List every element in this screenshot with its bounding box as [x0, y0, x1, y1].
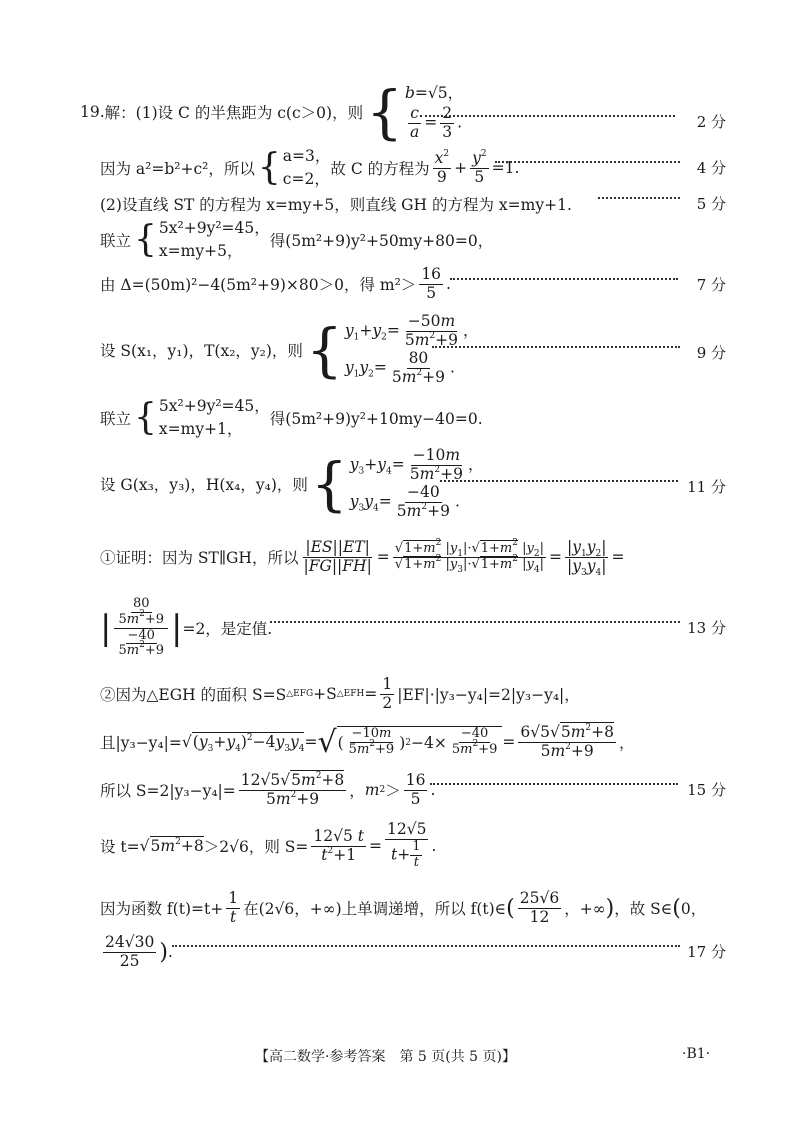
system-1-row: $\frac{c}{a}$ = $\frac{2}{3}$ .	[409, 104, 463, 142]
text-8a: 设 G(x₃，y₃)，H(x₄，y₄)，则	[100, 476, 308, 494]
text-13a: 所以 S=2|y₃−y₄|=	[100, 782, 236, 800]
brace: {	[134, 219, 157, 260]
system-1	[405, 82, 463, 142]
system-6	[345, 313, 479, 386]
score-6: 11 分	[687, 478, 726, 496]
fraction: $\frac{16}{5}$	[421, 264, 442, 302]
text-10: =2，是定值.	[182, 620, 273, 638]
system-8	[350, 447, 484, 520]
system-2	[283, 145, 331, 192]
fraction: $\frac{24√30}{25}$	[105, 932, 155, 970]
line-1	[80, 72, 463, 152]
problem-number: 19.	[80, 103, 105, 121]
brace: {	[257, 147, 281, 188]
fraction: $\frac{√1+m^2 |y_1|\cdot√1+m^2 |y_2|}{√1+m^2 |y_3|\cdot√1+m^2 |y_4|}$	[394, 537, 544, 575]
lead-text: 解：(1)设 C 的半焦距为 c(c＞0)，则	[104, 104, 364, 122]
line-2: 因为 a²=b²+c²，所以 { a=3， c=2， 故 C 的方程为 $\frac{x^2}{9}$ + $\frac{y^2}{5}$ =1.	[100, 146, 519, 190]
text-2a: 因为 a²=b²+c²，所以	[100, 160, 255, 178]
system-1-row: b=√5，	[404, 84, 464, 103]
fraction: $\frac{|ES||ET|}{|FG||FH|}$	[303, 537, 372, 575]
system-4-row: 5x²+9y²=45，	[158, 218, 270, 237]
line-8	[100, 442, 483, 526]
footer-code: ·B1·	[682, 1046, 711, 1062]
brace: {	[366, 78, 403, 146]
brace: {	[310, 450, 348, 518]
fraction: 12√5 t+ $\frac{1}{t}$	[386, 820, 427, 870]
line-15: 因为函数 f(t)=t+ $\frac{1}{t}$ 在(2√6，+∞)上单调递增，所以 f(t)∈ ( $\frac{25√6}{12}$ ，+∞ ) ，故 S∈ ( 0，	[100, 888, 707, 926]
fraction: $\frac{1}{2}$	[382, 674, 393, 712]
system-6-row: $y_1y_2=$ $\frac{80}{5m^2+9}$ .	[344, 349, 455, 386]
text-5a: 由 Δ=(50m)²−4(5m²+9)×80＞0，得 m²＞	[100, 276, 417, 294]
text-15c: ，故 S∈	[614, 900, 673, 918]
line-12: 且|y₃−y₄|= $√(y_3+y_4)^2-4y_3y_4$ = √ ( $\frac{-10m}{5m^2+9}$ ) 2 −4× $\frac{-40}{5m^2+9}$ = $\frac{6√5√5m^2+8}{5m^2+9}$ ，	[100, 722, 635, 760]
score-9: 17 分	[687, 943, 726, 961]
line-7	[100, 396, 483, 440]
text-15b: 在(2√6，+∞)上单调递增，所以 f(t)∈	[243, 900, 507, 918]
fraction: $\frac{25√6}{12}$	[519, 888, 560, 926]
system-2-row: c=2，	[282, 170, 330, 188]
score-7: 13 分	[687, 619, 726, 637]
text-7: 得(5m²+9)y²+10my−40=0.	[269, 410, 483, 428]
system-8-row: $y_3y_4=$ $\frac{-40}{5m^2+9}$ .	[349, 483, 460, 520]
line-14: 设 t= $√5m^2+8$ ＞2√6，则 S= $\frac{12√5 t}{t^2+1}$ = 12√5 t+ $\frac{1}{t}$ .	[100, 820, 437, 870]
line-9: ①证明：因为 ST∥GH，所以 $\frac{|ES||ET|}{|FG||FH|}$ = $\frac{√1+m^2 |y_1|\cdot√1+m^2 |y_2|}{√1+m^2 |y_3|\cdot√1+m^2 |y_4|}$ = $\frac{|y_1y_2|}{|y_3y_4|}$ =	[100, 537, 625, 578]
system-2-row: a=3，	[282, 146, 331, 165]
brace: {	[305, 316, 343, 384]
brace: {	[134, 397, 157, 438]
system-7	[159, 395, 270, 442]
fraction: $\frac{x^2}{9}$	[434, 148, 450, 186]
text-4: 得(5m²+9)y²+50my+80=0，	[269, 232, 494, 250]
score-2: 4 分	[696, 159, 726, 177]
fraction: $\frac{16}{5}$	[405, 770, 426, 808]
text-14b: ＞2√6，则 S=	[203, 838, 309, 856]
score-8: 15 分	[687, 781, 726, 799]
text-12a: 且|y₃−y₄|=	[100, 734, 182, 752]
system-8-row: $y_3+y_4=$ $\frac{-10m}{5m^2+9}$ ，	[349, 446, 484, 484]
line-16: $\frac{24√30}{25}$ ) .	[105, 932, 173, 970]
text-11a: ②因为△EGH 的面积 S=S	[100, 686, 287, 704]
fraction: $\frac{1}{t}$	[228, 888, 239, 926]
line-6	[100, 310, 479, 390]
text-2b: 故 C 的方程为	[330, 160, 430, 178]
footer-text: 【高二数学·参考答案 第 5 页(共 5 页)】	[255, 1049, 516, 1065]
system-7-row: 5x²+9y²=45，	[158, 396, 270, 415]
score-5: 9 分	[696, 344, 726, 362]
score-3: 5 分	[696, 195, 726, 213]
text-6a: 设 S(x₁，y₁)，T(x₂，y₂)，则	[100, 342, 303, 360]
text-14a: 设 t=	[100, 838, 140, 856]
text-3: (2)设直线 ST 的方程为 x=my+5，则直线 GH 的方程为 x=my+1.	[100, 196, 572, 214]
lianli-label: 联立	[100, 410, 132, 428]
line-10: | $\frac{\frac{80}{5m^2+9}}{\frac{-40}{5m^2+9}}$ | =2，是定值.	[100, 595, 273, 659]
system-7-row: x=my+1，	[158, 420, 243, 438]
score-4: 7 分	[696, 276, 726, 294]
line-11: ②因为△EGH 的面积 S=S △EFG +S △EFH = $\frac{1}{2}$ |EF|·|y₃−y₄|=2|y₃−y₄|，	[100, 674, 580, 712]
fraction: $\frac{12√5 t}{t^2+1}$	[313, 826, 364, 864]
fraction: $\frac{6√5√5m^2+8}{5m^2+9}$	[520, 722, 614, 760]
line-4	[100, 218, 493, 262]
line-13: 所以 S=2|y₃−y₄|= $\frac{12√5√5m^2+8}{5m^2+9}$ ， m 2 ＞ $\frac{16}{5}$ .	[100, 770, 436, 808]
fraction: $\frac{12√5√5m^2+8}{5m^2+9}$	[240, 770, 345, 808]
compound-fraction: $\frac{\frac{80}{5m^2+9}}{\frac{-40}{5m^2+9}}$	[114, 597, 168, 660]
system-6-row: $y_1+y_2=$ $\frac{-50m}{5m^2+9}$ ，	[344, 312, 479, 350]
score-1: 2 分	[696, 113, 726, 131]
text-9a: ①证明：因为 ST∥GH，所以	[100, 549, 299, 567]
system-4-row: x=my+5，	[158, 242, 243, 260]
text-15a: 因为函数 f(t)=t+	[100, 900, 224, 918]
line-5: 由 Δ=(50m)²−4(5m²+9)×80＞0，得 m²＞ $\frac{16}{5}$ .	[100, 264, 451, 302]
text-11b: |EF|·|y₃−y₄|=2|y₃−y₄|，	[397, 686, 580, 704]
line-3	[100, 192, 572, 216]
system-4	[159, 217, 270, 264]
fraction: $\frac{|y_1y_2|}{|y_3y_4|}$	[566, 537, 607, 578]
lianli-label: 联立	[100, 232, 132, 250]
fraction: $\frac{y^2}{5}$	[472, 148, 487, 186]
